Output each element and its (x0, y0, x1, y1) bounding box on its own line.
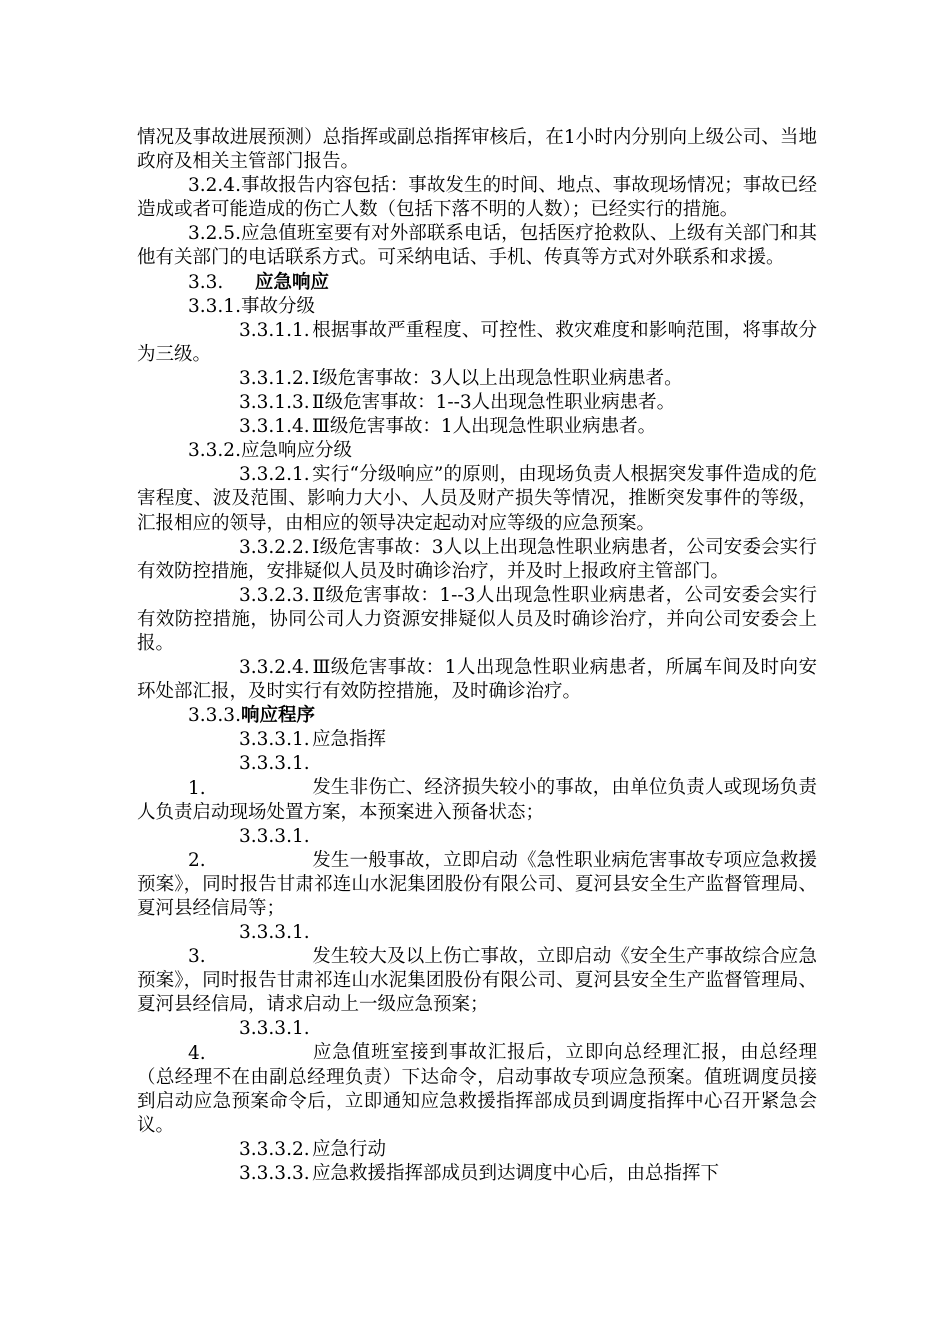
section-heading-3-3 (137, 271, 817, 295)
paragraph-3-3-3-3 (137, 1162, 817, 1186)
clause-text: 应急行动 (312, 1138, 387, 1160)
paragraph-3-3-3-1-3 (137, 921, 817, 1017)
clause-number: 3.3.3.1.1. (188, 753, 310, 799)
clause-text: Ⅰ级危害事故：3人以上出现急性职业病患者。 (312, 367, 683, 389)
clause-text: Ⅱ级危害事故：1--3人出现急性职业病患者，公司安委会实行有效防控措施，协同公司人力资源安排疑似人员及时确诊治疗，并向公司安委会上报。 (137, 584, 817, 654)
section-title: 响应程序 (240, 705, 315, 727)
clause-number: 3.3.1.2. (239, 367, 310, 389)
clause-number: 3.3.3.2. (239, 1138, 310, 1160)
paragraph-3-3-2-1 (137, 463, 817, 535)
paragraph-3-2-5: 3.2.5.应急值班室要有对外部联系电话，包括医疗抢救队、上级有关部门和其他有关部门的电话联系方式。可采纳电话、手机、传真等方式对外联系和求援。 (137, 223, 817, 269)
clause-number: 3.3.1.4. (239, 416, 310, 438)
clause-text: 发生非伤亡、经济损失较小的事故，由单位负责人或现场负责人负责启动现场处置方案，本预案进入预备状态； (137, 777, 817, 823)
clause-number: 3.3.1.3. (239, 392, 310, 414)
clause-text: 根据事故严重程度、可控性、救灾难度和影响范围，将事故分为三级。 (137, 319, 817, 365)
paragraph-3-3-2-4 (137, 656, 817, 704)
clause-number: 3.3.3.1.4. (188, 1018, 310, 1064)
paragraph-3-3-2-3 (137, 584, 817, 656)
paragraph-3-3-3-2 (137, 1138, 817, 1162)
subsection-heading-3-3-1: 3.3.1.事故分级 (188, 295, 315, 317)
clause-text: 应急指挥 (312, 729, 387, 751)
section-number: 3.3.3. (188, 705, 241, 727)
clause-number: 3.3.3.1. (239, 729, 310, 751)
paragraph-report-continuation: 情况及事故进展预测）总指挥或副总指挥审核后，在1小时内分别向上级公司、当地政府及相关主管部门报告。 (137, 127, 817, 173)
paragraph-3-3-1-2 (137, 367, 817, 391)
paragraph-3-3-1-4 (137, 415, 817, 439)
paragraph-3-3-3-1-4 (137, 1017, 817, 1137)
paragraph-3-3-3-1 (137, 728, 817, 752)
clause-text: Ⅲ级危害事故：1人出现急性职业病患者。 (312, 416, 657, 438)
paragraph-3-2-4: 3.2.4.事故报告内容包括：事故发生的时间、地点、事故现场情况；事故已经造成或者可能造成的伤亡人数（包括下落不明的人数）；已经实行的措施。 (137, 175, 817, 221)
paragraph-3-3-3-1-2 (137, 825, 817, 921)
paragraph-3-3-1-3 (137, 391, 817, 415)
clause-text: Ⅰ级危害事故：3人以上出现急性职业病患者，公司安委会实行有效防控措施，安排疑似人员及时确诊治疗，并及时上报政府主管部门。 (137, 536, 817, 582)
clause-text: 发生一般事故，立即启动《急性职业病危害事故专项应急救援预案》，同时报告甘肃祁连山水泥集团股份有限公司、夏河县安全生产监督管理局、夏河县经信局等； (137, 849, 817, 919)
section-number: 3.3. (188, 271, 224, 293)
clause-number: 3.3.3.1.2. (188, 825, 310, 871)
paragraph-3-3-3-1-1 (137, 752, 817, 824)
clause-text: Ⅲ级危害事故：1人出现急性职业病患者，所属车间及时向安环处部汇报，及时实行有效防控措施，及时确诊治疗。 (137, 657, 817, 703)
clause-text: 应急救援指挥部成员到达调度中心后，由总指挥下 (312, 1163, 720, 1185)
clause-number: 3.3.3.1.3. (188, 922, 310, 968)
section-title: 应急响应 (255, 271, 330, 293)
document-page (137, 126, 817, 1186)
paragraph-3-3-2-2 (137, 536, 817, 584)
clause-text: 发生较大及以上伤亡事故，立即启动《安全生产事故综合应急预案》，同时报告甘肃祁连山水泥集团股份有限公司、夏河县安全生产监督管理局、夏河县经信局，请求启动上一级应急预案； (137, 946, 817, 1016)
clause-number: 3.3.1.1. (239, 319, 310, 341)
clause-number: 3.3.2.4. (239, 657, 310, 679)
subsection-heading-3-3-3 (137, 704, 817, 728)
clause-text: 应急值班室接到事故汇报后，立即向总经理汇报，由总经理（总经理不在由副总经理负责）下达命令，启动事故专项应急预案。值班调度员接到启动应急预案命令后，立即通知应急救援指挥部成员到调度指挥中心召开紧急会议。 (137, 1042, 817, 1136)
clause-text: 实行“分级响应”的原则，由现场负责人根据突发事件造成的危害程度、波及范围、影响力大小、人员及财产损失等情况，推断突发事件的等级，汇报相应的领导，由相应的领导决定起动对应等级的应急预案。 (137, 464, 817, 534)
clause-number: 3.3.3.3. (239, 1163, 310, 1185)
clause-number: 3.3.2.2. (239, 536, 310, 558)
clause-number: 3.3.2.1. (239, 464, 310, 486)
clause-text: Ⅱ级危害事故：1--3人出现急性职业病患者。 (312, 392, 676, 414)
clause-number: 3.3.2.3. (239, 584, 310, 606)
paragraph-3-3-1-1 (137, 319, 817, 367)
subsection-heading-3-3-2: 3.3.2.应急响应分级 (188, 440, 352, 462)
